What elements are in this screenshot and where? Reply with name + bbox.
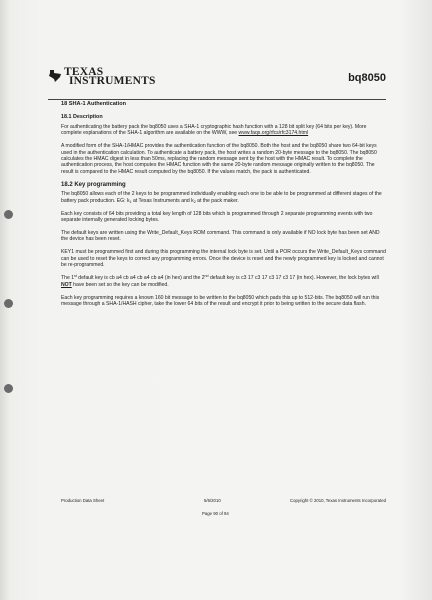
page-content	[61, 101, 386, 308]
punch-hole	[4, 384, 13, 393]
paragraph-text: The bq8050 allows each of the 2 keys to be programmed individually enabling each one to be able to be programmed at different stages of the battery pack production. EG: k	[61, 191, 382, 204]
header-divider	[48, 99, 386, 100]
paragraph-text: at the pack maker.	[195, 197, 239, 204]
paragraph-text: have been set so the key can be modified.	[71, 281, 169, 288]
texas-state-icon	[48, 69, 62, 83]
ti-logo	[48, 68, 156, 86]
paragraph-key-message: Each key programming requires a known 160 bit message to be written to the bq8050 which pads this up to 512-bits. The bq8050 will run this message through a SHA-1/HASH cipher, take the lower 64 bits of the result and encrypt it prior to being written to the secure data flash.	[61, 294, 380, 308]
paragraph-default-key-values	[61, 275, 386, 288]
page-footer	[61, 498, 386, 520]
paragraph-text: For authenticating the battery pack the bq8050 uses a SHA-1 cryptographic hash function with a 128 bit split key (64 bits per key). More complete explanations of the SHA-1 algorithm are available on the WWW, see	[61, 123, 367, 137]
footer-date: 5/6/2010	[204, 498, 221, 503]
logo-line2: INSTRUMENTS	[69, 75, 156, 87]
punch-hole	[4, 299, 13, 308]
punch-hole	[4, 210, 13, 219]
footer-doc-type: Production Data Sheet	[61, 498, 105, 503]
superscript: st	[74, 274, 77, 279]
paragraph-hmac: A modified form of the SHA-1/HMAC provides the authentication function of the bq8050. Both the host and the bq8050 share two 64-bit keys used in the authentication calculation. To authenticate a battery pack, the host writes a random 20-byte message to the bq8050. The bq8050 calculates the HMAC digest in less than 50ms, replacing the random message sent by the host with the HMAC result. To complete the authentication process, the host computes the HMAC function with the same 20-byte random message originally written to the bq8050. The result is compared to the HMAC result computed by the bq8050. If the values match, the pack is authenticated.	[61, 143, 377, 175]
paragraph-sha1-intro	[61, 124, 386, 137]
paragraph-default-keys-command: The default keys are written using the Write_Default_Keys ROM command. This command is only available if NO lock byte has been set AND the device has been reset.	[61, 230, 380, 243]
superscript: nd	[204, 274, 209, 279]
footer-copyright: Copyright © 2010, Texas Instruments Incorporated	[290, 498, 386, 503]
subscript: 2	[193, 199, 196, 204]
rfc-link[interactable]: www.faqs.org/rfcs/rfc3174.html	[238, 130, 309, 137]
section-title: 18 SHA-1 Authentication	[61, 101, 127, 107]
paragraph-text: The 1	[61, 275, 75, 282]
key-programming-heading: 18.2 Key programming	[61, 181, 126, 188]
description-heading: 18.1 Description	[61, 114, 103, 121]
paragraph-text: default key is cb a4 cb a4 cb a4 cb a4 (in hex) and the 2	[76, 275, 205, 282]
page-number: Page 90 of 94	[202, 511, 229, 516]
document-id: bq8050	[348, 72, 386, 84]
paragraph-key-stages	[61, 191, 386, 204]
paragraph-key1-lock: KEY1 must be programmed first and during this programming the internal lock byte is set. Until a POR occurs the Write_Default_Keys command can be used to reset the keys to correct any programming errors. Once the device is reset and the newly programmed key is locked and cannot be re-programmed.	[61, 249, 386, 269]
paragraph-text: default key is c3 17 c3 17 c3 17 c3 17 (in hex). However, the lock bytes will	[208, 275, 379, 282]
logo-line1: TEXAS	[64, 66, 104, 78]
emphasis-not: NOT	[61, 281, 72, 288]
paragraph-key-length: Each key consists of 64 bits providing a total key length of 128 bits which is programmed through 2 separate programming events with two separate internally generated locking bytes.	[61, 210, 373, 224]
page-header	[48, 66, 386, 94]
paragraph-text: at Texas Instruments and k	[131, 197, 194, 204]
subscript: 1	[129, 199, 132, 204]
